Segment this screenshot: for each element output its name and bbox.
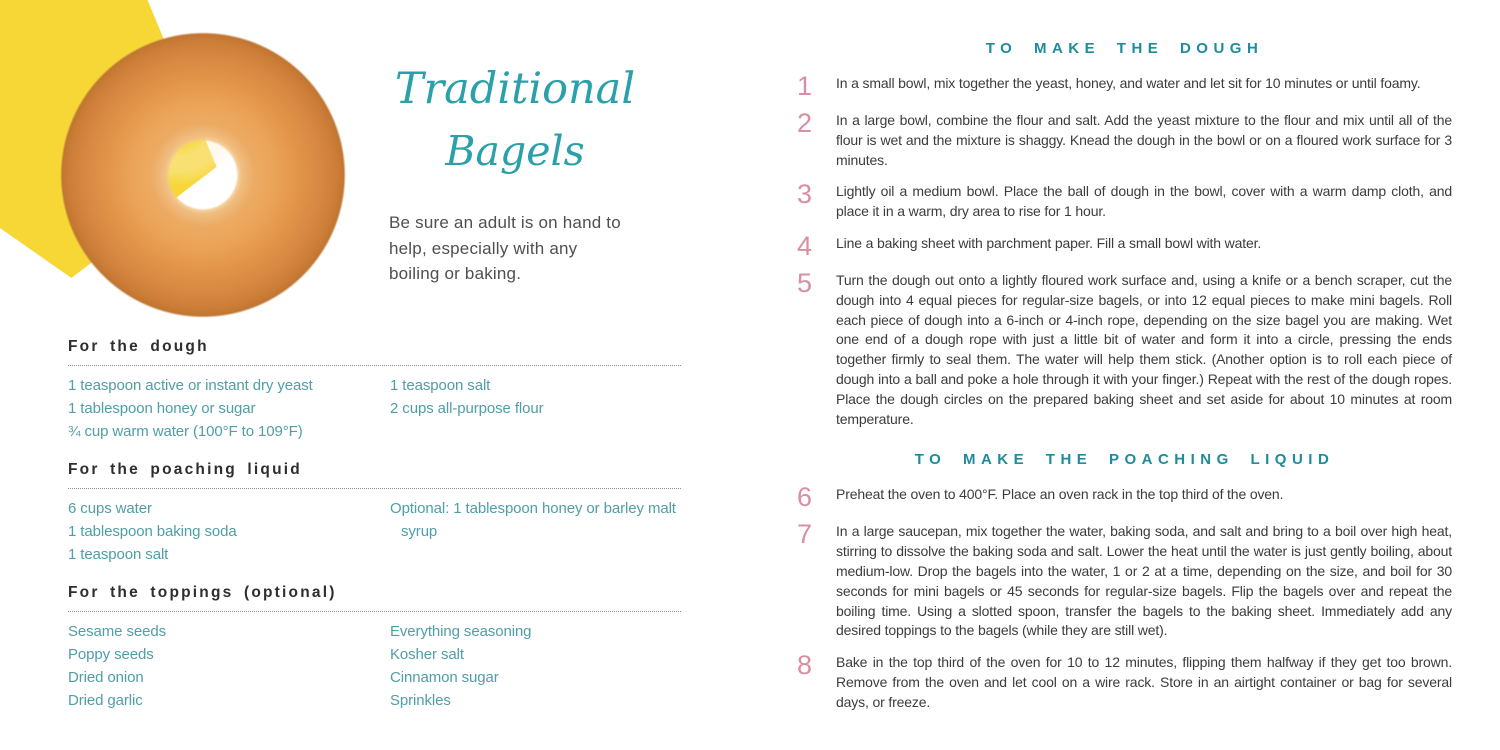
step-number: 6: [797, 482, 813, 513]
step-text: Lightly oil a medium bowl. Place the ball of dough in the bowl, cover with a warm damp cloth, and place it in a warm, dry area to rise for 1 hour.: [836, 183, 1452, 220]
instruction-step: [797, 108, 1452, 170]
step-text: In a large bowl, combine the flour and salt. Add the yeast mixture to the flour and mix until all of the flour is wet and the mixture is shaggy. Knead the dough in the bowl or on a floured work surface for 3 minutes.: [836, 112, 1452, 168]
section-header-dough: For the dough: [68, 338, 681, 366]
step-text: Preheat the oven to 400°F. Place an oven rack in the top third of the oven.: [836, 486, 1284, 503]
ingredient-column-right: [390, 620, 681, 712]
section-heading-make-poaching-liquid: TO MAKE THE POACHING LIQUID: [914, 451, 1335, 469]
ingredient: 6 cups water: [68, 500, 152, 517]
step-text: Line a baking sheet with parchment paper. Fill a small bowl with water.: [836, 234, 1262, 251]
section-header-poaching-liquid: For the poaching liquid: [68, 461, 681, 489]
ingredient: 1 tablespoon honey or sugar: [68, 400, 256, 417]
recipe-title-line2: Bagels: [445, 127, 585, 175]
step-text: In a large saucepan, mix together the water, baking soda, and salt and bring to a boil over high heat, stirring to dissolve the baking soda and salt. Lower the heat until the water is just gently boiling, about medium-low. Drop the bagels into the water, 1 or 2 at a time, depending on the size, and boil for 30 seconds for mini bagels or 45 seconds for regular-size bagels. Flip the bagels over and repeat the boiling time. Using a slotted spoon, transfer the bagels to the baking sheet. Immediately add any desired toppings to the bagels (while they are still wet).: [836, 523, 1452, 639]
ingredient: Everything seasoning: [390, 623, 532, 640]
ingredient: Kosher salt: [390, 646, 464, 663]
ingredient-column-left: [68, 497, 390, 566]
instruction-step: [797, 482, 1452, 513]
ingredient: 2 cups all-purpose flour: [390, 400, 544, 417]
instruction-step: [797, 267, 1452, 429]
step-number: 1: [797, 71, 813, 101]
instruction-step: [797, 650, 1452, 712]
ingredient-columns: [68, 374, 681, 443]
step-number: 5: [797, 267, 813, 298]
ingredient: Cinnamon sugar: [390, 669, 499, 686]
recipe-title: [385, 64, 645, 174]
ingredients-section-dough: [68, 338, 681, 443]
ingredient-columns: [68, 620, 681, 712]
step-number: 8: [797, 650, 813, 681]
recipe-title-line1: Traditional: [394, 64, 636, 114]
ingredient: 1 tablespoon baking soda: [68, 523, 237, 540]
ingredient: 1 teaspoon salt: [390, 377, 491, 394]
ingredient-column-left: [68, 374, 390, 443]
ingredient: Dried onion: [68, 669, 144, 686]
step-number: 7: [797, 519, 813, 550]
ingredient-column-left: [68, 620, 390, 712]
step-text: Turn the dough out onto a lightly floured work surface and, using a knife or a bench scraper, cut the dough into 4 equal pieces for regular-size bagels, or into 12 equal pieces to make mini bagels. Roll each piece of dough into a 6-inch or 4-inch rope, depending on the size bagel you are making. Wet one end of a dough rope with just a little bit of water and form it into a circle, pressing the ends together firmly to seal them. The water will help them stick. (Another option is to roll each piece of dough into a ball and poke a hole through it with your finger.) Repeat with the rest of the dough ropes. Place the dough circles on the prepared baking sheet and set aside for about 10 minutes at room temperature.: [836, 271, 1452, 427]
ingredient: 1 teaspoon active or instant dry yeast: [68, 377, 313, 394]
ingredient-column-right: [390, 497, 681, 566]
step-text: In a small bowl, mix together the yeast, honey, and water and let sit for 10 minutes or until foamy.: [836, 75, 1421, 91]
instruction-step: [797, 179, 1452, 222]
step-number: 2: [797, 108, 813, 138]
step-text: Bake in the top third of the oven for 10 to 12 minutes, flipping them halfway if they get too brown. Remove from the oven and let cool on a wire rack. Store in an airtight container or bag for several days, or freeze.: [836, 654, 1452, 710]
instruction-step: [797, 230, 1452, 261]
ingredient-column-right: [390, 374, 681, 443]
section-heading-make-dough: TO MAKE THE DOUGH: [985, 40, 1264, 57]
instruction-step: [797, 71, 1452, 101]
ingredient-columns: [68, 497, 681, 566]
ingredients-section-poaching-liquid: [68, 461, 681, 566]
section-header-toppings: For the toppings (optional): [68, 584, 681, 612]
ingredient: ¾ cup warm water (100°F to 109°F): [68, 423, 303, 440]
ingredients-section-toppings: [68, 584, 681, 712]
ingredient: 1 teaspoon salt: [68, 546, 169, 563]
safety-note: Be sure an adult is on hand to help, especially with any boiling or baking.: [389, 213, 621, 283]
ingredient: Sprinkles: [390, 692, 451, 709]
step-number: 3: [797, 179, 813, 210]
ingredient: Optional: 1 tablespoon honey or barley malt syrup: [390, 500, 676, 540]
bagel-photo: [47, 24, 359, 320]
step-number: 4: [797, 230, 813, 261]
instruction-step: [797, 519, 1452, 641]
ingredient: Poppy seeds: [68, 646, 154, 663]
instructions-page: [797, 40, 1452, 713]
ingredient: Dried garlic: [68, 692, 143, 709]
ingredient: Sesame seeds: [68, 623, 167, 640]
